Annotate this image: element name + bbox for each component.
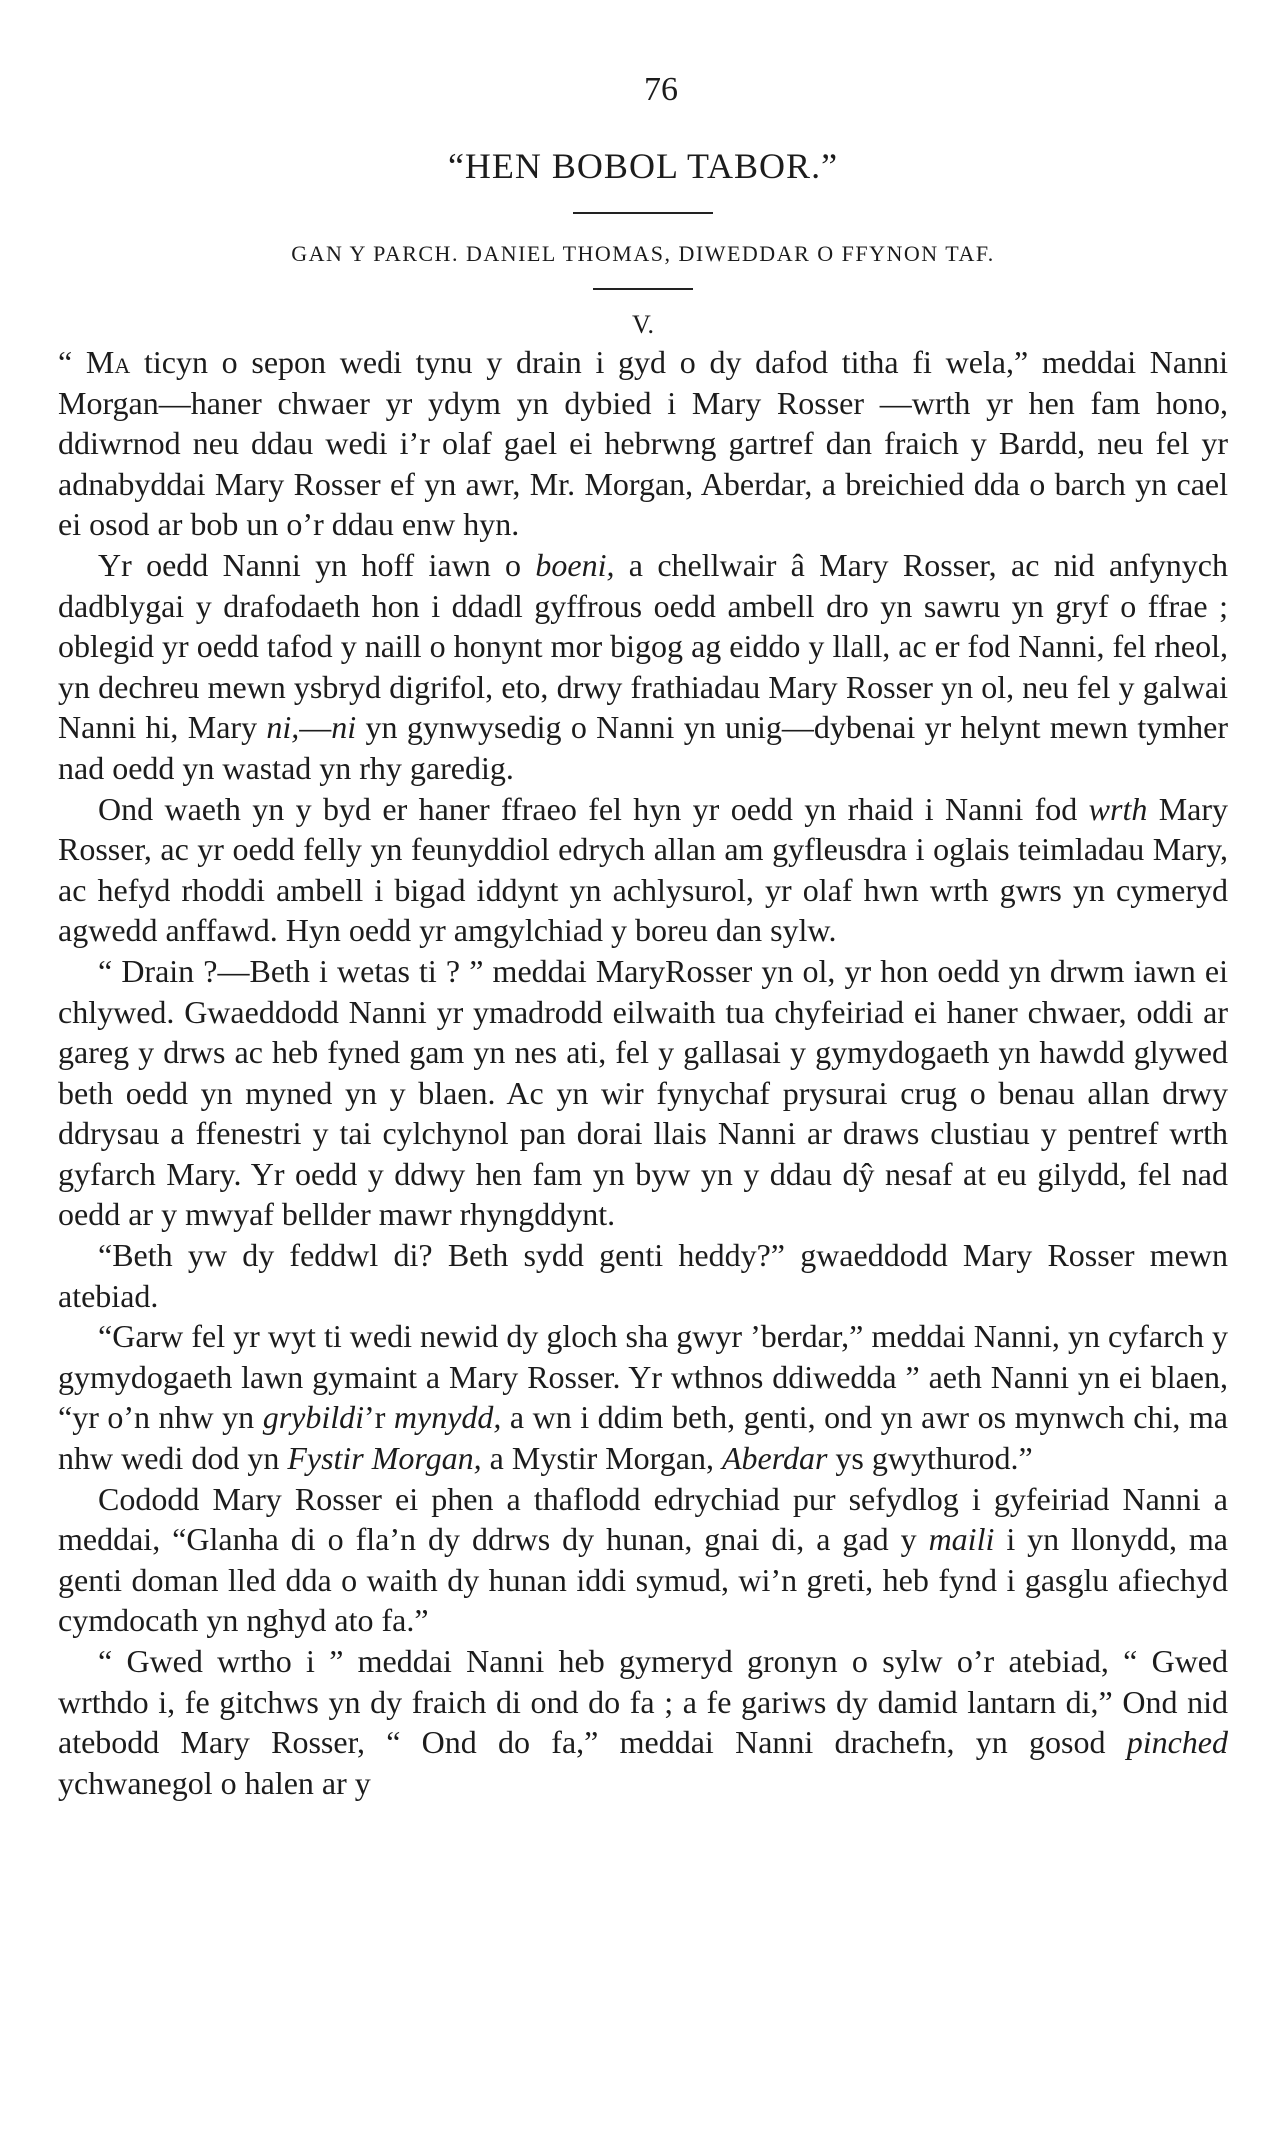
text-run: “Garw fel yr wyt ti wedi newid dy gloch sha gwyr ’berdar,” meddai Nanni, yn cyfarch y gymydogaeth lawn gymaint a Mary Rosser. Yr wthnos ddiwedda ” aeth Nanni yn ei blaen, “yr o’n nhw yn [58,1318,1228,1436]
italic-text: mynydd, [393,1399,502,1436]
text-run: — [299,709,332,746]
italic-text: ni, [266,709,300,746]
paragraph [58,1235,1228,1316]
title-divider [573,212,713,214]
section-heading: V. [632,310,654,339]
text-run: Mary Rosser, ac yr oedd felly yn feunyddiol edrych allan am gyfleusdra i oglais teimladau Mary, ac hefyd rhoddi ambell i bigad iddynt yn achlysurol, yr olaf hwn wrth gwrs yn cymeryd agwedd anffawd. Hyn oedd yr amgylchiad y boreu dan sylw. [58,790,1229,949]
text-run: a chellwair â Mary Rosser, ac nid anfynych dadblygai y drafodaeth hon i ddadl gyffrous oedd ambell dro yn sawru yn gryf o ffrae ; oblegid yr oedd tafod y naill o honynt mor bigog ag eiddo y llall, ac er fod Nanni, fel rheol, yn dechreu mewn ysbryd digrifol, eto, drwy frathiadau Mary Rosser yn ol, neu fel y galwai Nanni hi, Mary [58,546,1229,746]
text-run: ychwanegol o halen ar y [58,1764,371,1801]
paragraph [58,789,1228,951]
italic-text: Aberdar [721,1440,828,1477]
text-run: Yr oedd Nanni yn hoff iawn o [98,546,536,583]
italic-text: wrth [1088,790,1148,827]
book-page [58,70,1228,1803]
text-run: “ Drain ?—Beth i wetas ti ? ” meddai MaryRosser yn ol, yr hon oedd yn drwm iawn ei chlywed. Gwaeddodd Nanni yr ymadrodd eilwaith tua chyfeiriad ei haner chwaer, oddi ar gareg y drws ac heb fyned gam yn nes ati, fel y gallasai y gymydogaeth yn hawdd glywed beth oedd yn myned yn y blaen. Ac yn wir fynychaf prysurai crug o benau allan drwy ddrysau a ffenestri y tai cylchynol pan dorai llais Nanni ar draws clustiau y pentref wrth gyfarch Mary. Yr oedd y ddwy hen fam yn byw yn y ddau dŷ nesaf at eu gilydd, fel nad oedd ar y mwyaf bellder mawr rhyngddynt. [58,952,1228,1233]
text-run: “ Gwed wrtho i ” meddai Nanni heb gymeryd gronyn o sylw o’r atebiad, “ Gwed wrthdo i, fe gitchws yn dy fraich di ond do fa ; a fe gariws dy damid lantarn di,” Ond nid atebodd Mary Rosser, “ Ond do fa,” meddai Nanni drachefn, yn gosod [58,1643,1228,1761]
text-run: ys gwythurod.” [827,1440,1033,1477]
text-run: i yn llonydd, ma genti doman lled dda o waith dy hunan iddi symud, wi’n greti, heb fynd i gasglu afiechyd cymdocath yn nghyd ato fa.” [58,1521,1229,1639]
text-run: a wn i ddim beth, genti, ond yn awr os mynwch chi, ma nhw wedi dod yn [58,1399,1229,1477]
paragraph [58,342,1228,545]
small-caps-text: Ma [85,344,131,380]
italic-text: maili [928,1521,995,1558]
italic-text: boeni, [535,546,615,583]
text-run: Ond waeth yn y byd er haner ffraeo fel hyn yr oedd yn rhaid i Nanni fod [98,790,1089,827]
italic-text: Fystir Morgan, [287,1440,482,1477]
text-run: “ [58,344,86,380]
text-run: “Beth yw dy feddwl di? Beth sydd genti heddy?” gwaeddodd Mary Rosser mewn atebiad. [58,1237,1228,1314]
byline-divider [593,288,693,290]
body-text [58,342,1228,1803]
italic-text: pinched [1126,1724,1228,1761]
text-run: yn gynwysedig o Nanni yn unig—dybenai yr helynt mewn tymher nad oedd yn wastad yn rhy garedig. [58,709,1229,786]
paragraph [58,1316,1228,1478]
text-run: ’r [364,1399,394,1436]
text-run: Cododd Mary Rosser ei phen a thaflodd edrychiad pur sefydlog i gyfeiriad Nanni a meddai, “Glanha di o fla’n dy ddrws dy hunan, gnai di, a gad y [58,1480,1228,1558]
italic-text: grybildi [262,1399,365,1436]
text-run: ticyn o sepon wedi tynu y drain i gyd o dy dafod titha fi wela,” meddai Nanni Morgan—haner chwaer yr ydym yn dybied i Mary Rosser —wrth yr hen fam hono, ddiwrnod neu ddau wedi i’r olaf gael ei hebrwng gartref dan fraich y Bardd, neu fel yr adnabyddai Mary Rosser ef yn awr, Mr. Morgan, Aberdar, a breichied dda o barch yn cael ei osod ar bob un o’r ddau enw hyn. [58,344,1229,543]
article-title: “HEN BOBOL TABOR.” [447,146,839,186]
paragraph [58,545,1228,789]
author-byline: GAN Y PARCH. DANIEL THOMAS, DIWEDDAR O FFYNON TAF. [291,241,995,266]
italic-text: ni [331,709,357,746]
paragraph [58,1641,1228,1803]
paragraph [58,1479,1228,1641]
paragraph [58,951,1228,1235]
text-run: a Mystir Morgan, [481,1440,722,1477]
page-number: 76 [644,71,678,108]
